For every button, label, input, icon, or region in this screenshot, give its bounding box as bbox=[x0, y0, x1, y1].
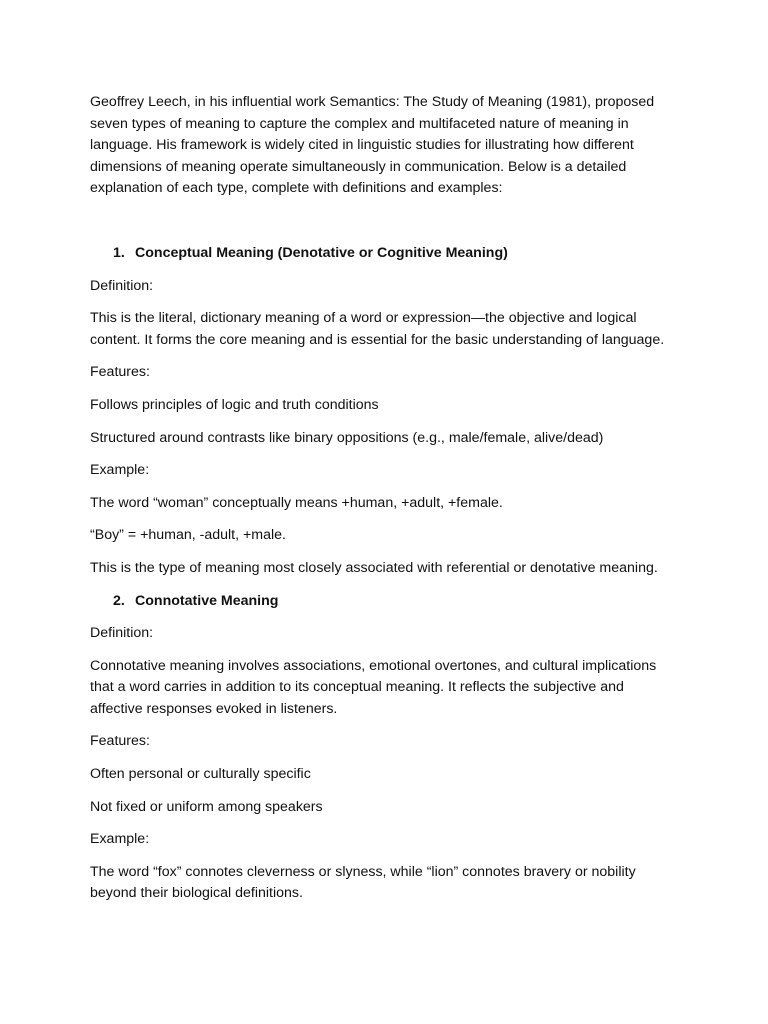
example-label: Example: bbox=[90, 831, 150, 848]
definition-text: Connotative meaning involves associations, emotional overtones, and cultural implications that a word carries in addition to its conceptual meaning. It reflects the subjective and affective responses evoked in listeners. bbox=[90, 657, 657, 717]
document-body bbox=[90, 92, 680, 916]
example-text: This is the type of meaning most closely associated with referential or denotative meaning. bbox=[90, 559, 658, 576]
feature-item: Often personal or culturally specific bbox=[90, 766, 311, 783]
section-heading bbox=[90, 243, 680, 265]
features-label: Features: bbox=[90, 364, 150, 381]
example-label: Example: bbox=[90, 462, 150, 479]
intro-paragraph: Geoffrey Leech, in his influential work Semantics: The Study of Meaning (1981), proposed seven types of meaning to capture the complex and multifaceted nature of meaning in language. His framework is widely cited in linguistic studies for illustrating how different dimensions of meaning operate simultaneously in communication. Below is a detailed explanation of each type, complete with definitions and examples: bbox=[90, 94, 655, 197]
section-number: 2. bbox=[113, 592, 125, 609]
features-label: Features: bbox=[90, 733, 150, 750]
example-text: “Boy” = +human, -adult, +male. bbox=[90, 527, 286, 544]
definition-label: Definition: bbox=[90, 277, 154, 294]
feature-item: Not fixed or uniform among speakers bbox=[90, 798, 323, 815]
example-text: The word “fox” connotes cleverness or slyness, while “lion” connotes bravery or nobility beyond their biological definitions. bbox=[90, 863, 636, 902]
feature-item: Structured around contrasts like binary oppositions (e.g., male/female, alive/dead) bbox=[90, 429, 604, 446]
example-text: The word “woman” conceptually means +human, +adult, +female. bbox=[90, 494, 503, 511]
feature-item: Follows principles of logic and truth conditions bbox=[90, 396, 379, 413]
section-number: 1. bbox=[113, 244, 125, 261]
section-title: Connotative Meaning bbox=[135, 592, 279, 609]
section-title: Conceptual Meaning (Denotative or Cognitive Meaning) bbox=[135, 244, 508, 261]
definition-text: This is the literal, dictionary meaning of a word or expression—the objective and logical content. It forms the core meaning and is essential for the basic understanding of language. bbox=[90, 310, 665, 348]
section-heading bbox=[90, 591, 680, 613]
definition-label: Definition: bbox=[90, 625, 154, 642]
